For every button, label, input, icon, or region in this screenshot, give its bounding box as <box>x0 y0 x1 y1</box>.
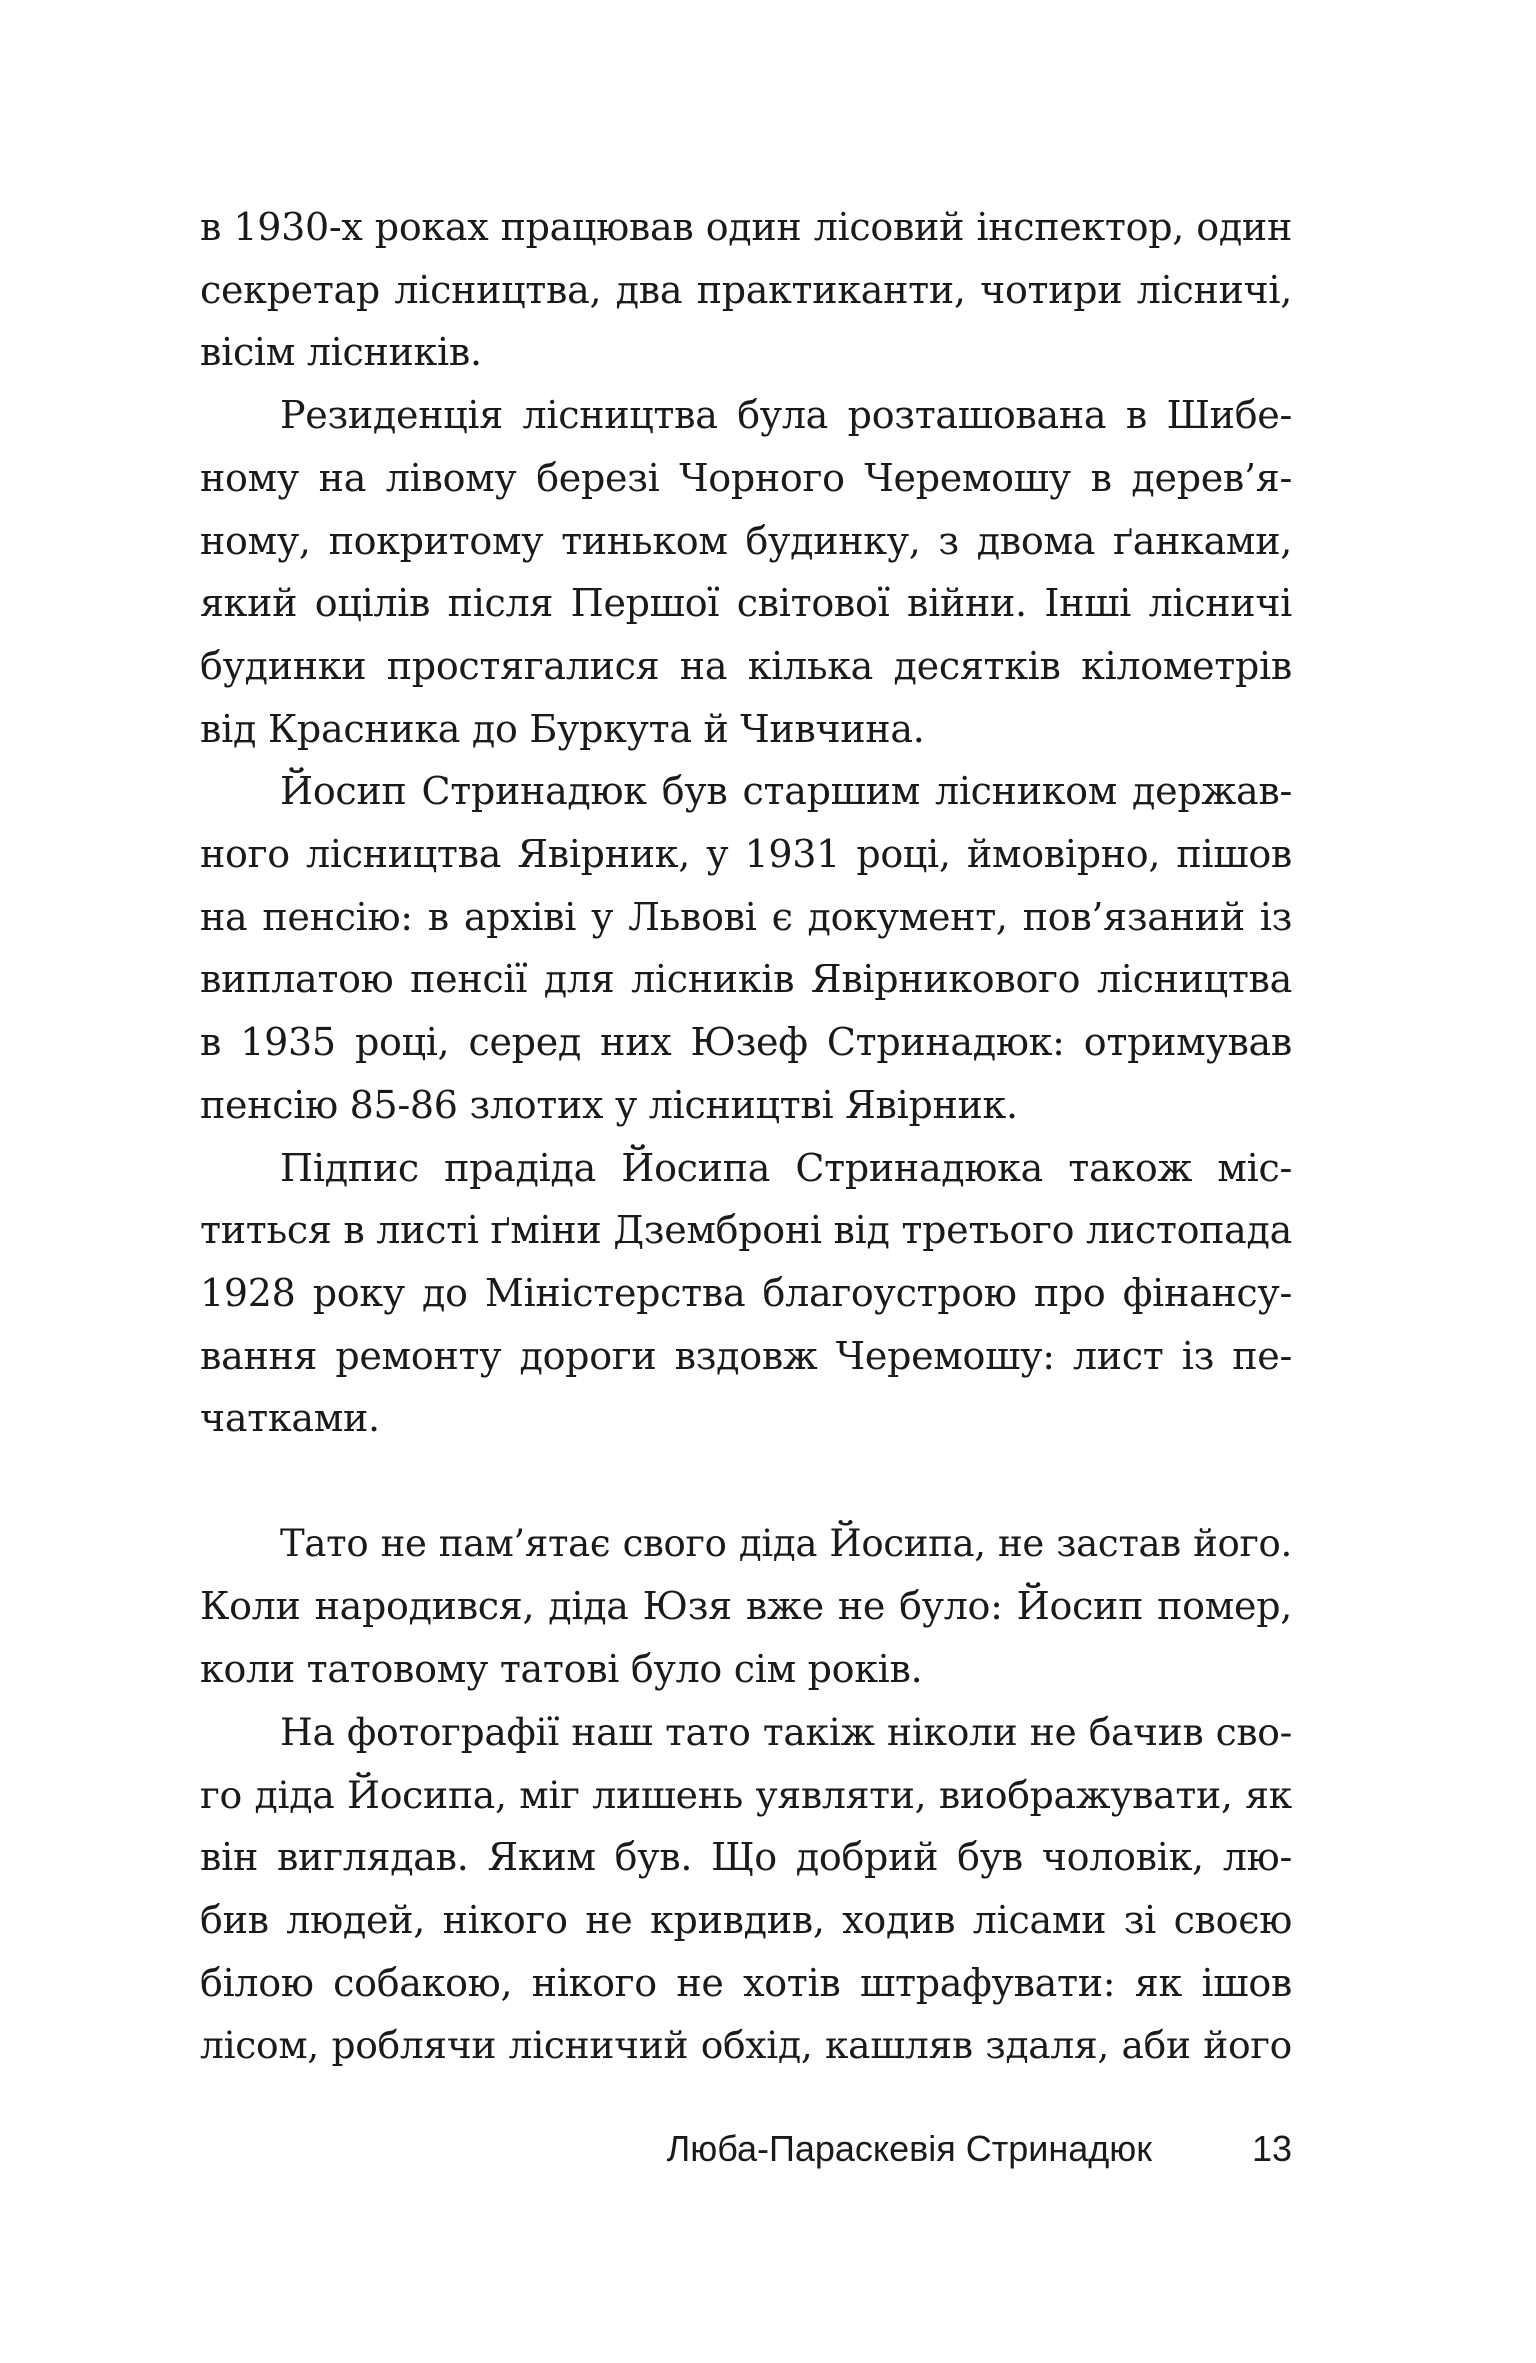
text-line: вання ремонту дороги вздовж Черемошу: лист із пе- <box>200 1333 1292 1378</box>
text-line: На фотографії наш тато такіж ніколи не бачив сво- <box>280 1709 1292 1754</box>
text-line: який оцілів після Першої світової війни. Інші лісничі <box>200 581 1292 626</box>
paragraph <box>200 196 1292 384</box>
text-line: Резиденція лісництва була розташована в Шибе- <box>280 393 1292 438</box>
page-number: 13 <box>1251 2128 1292 2169</box>
text-line: ному, покритому тиньком будинку, з двома ґанками, <box>200 518 1292 563</box>
text-line: Йосип Стринадюк був старшим лісником держав- <box>280 769 1292 814</box>
text-line: в 1935 році, серед них Юзеф Стринадюк: отримував <box>200 1020 1292 1065</box>
text-line: він виглядав. Яким був. Що добрий був чоловік, лю- <box>200 1835 1292 1880</box>
paragraph <box>200 1701 1292 2077</box>
page-footer <box>200 2128 1292 2178</box>
text-line: лісом, роблячи лісничий обхід, кашляв здаля, аби його <box>200 2023 1292 2068</box>
text-line: ного лісництва Явірник, у 1931 році, ймовірно, пішов <box>200 832 1292 877</box>
text-line: Підпис прадіда Йосипа Стринадюка також міс- <box>280 1145 1292 1190</box>
text-line: виплатою пенсії для лісників Явірникового лісництва <box>200 957 1292 1002</box>
text-line: бив людей, нікого не кривдив, ходив лісами зі своєю <box>200 1897 1292 1942</box>
paragraph <box>200 384 1292 760</box>
body-text <box>200 196 1292 2077</box>
text-line: Тато не пам’ятає свого діда Йосипа, не застав його. <box>280 1521 1292 1565</box>
text-line: будинки простягалися на кілька десятків кілометрів <box>200 643 1292 688</box>
text-line: титься в листі ґміни Дземброні від третього листопада <box>200 1208 1292 1253</box>
text-line: від Красника до Буркута й Чивчина. <box>200 706 925 751</box>
running-footer-author: Люба-Параскевія Стринадюк <box>666 2128 1152 2169</box>
paragraph <box>200 1137 1292 1451</box>
text-line: Коли народився, діда Юзя вже не було: Йосип помер, <box>200 1584 1292 1629</box>
text-line: го діда Йосипа, міг лишень уявляти, виображувати, як <box>200 1772 1292 1817</box>
text-line: коли татовому татові було сім років. <box>200 1647 923 1692</box>
paragraph <box>200 1513 1292 1701</box>
text-line: 1928 року до Міністерства благоустрою про фінансу- <box>200 1270 1292 1315</box>
text-line: в 1930-х роках працював один лісовий інспектор, один <box>200 205 1292 249</box>
text-line: вісім лісників. <box>200 330 482 375</box>
text-line: секретар лісництва, два практиканти, чотири лісничі, <box>200 267 1292 312</box>
section-break <box>200 1450 1292 1513</box>
text-line: чатками. <box>200 1396 380 1441</box>
paragraph <box>200 760 1292 1136</box>
text-line: ному на лівому березі Чорного Черемошу в дерев’я- <box>200 455 1292 500</box>
text-line: на пенсію: в архіві у Львові є документ, пов’язаний із <box>200 894 1292 939</box>
text-line: пенсію 85-86 злотих у лісництві Явірник. <box>200 1082 1018 1127</box>
text-line: білою собакою, нікого не хотів штрафувати: як ішов <box>200 1960 1292 2005</box>
